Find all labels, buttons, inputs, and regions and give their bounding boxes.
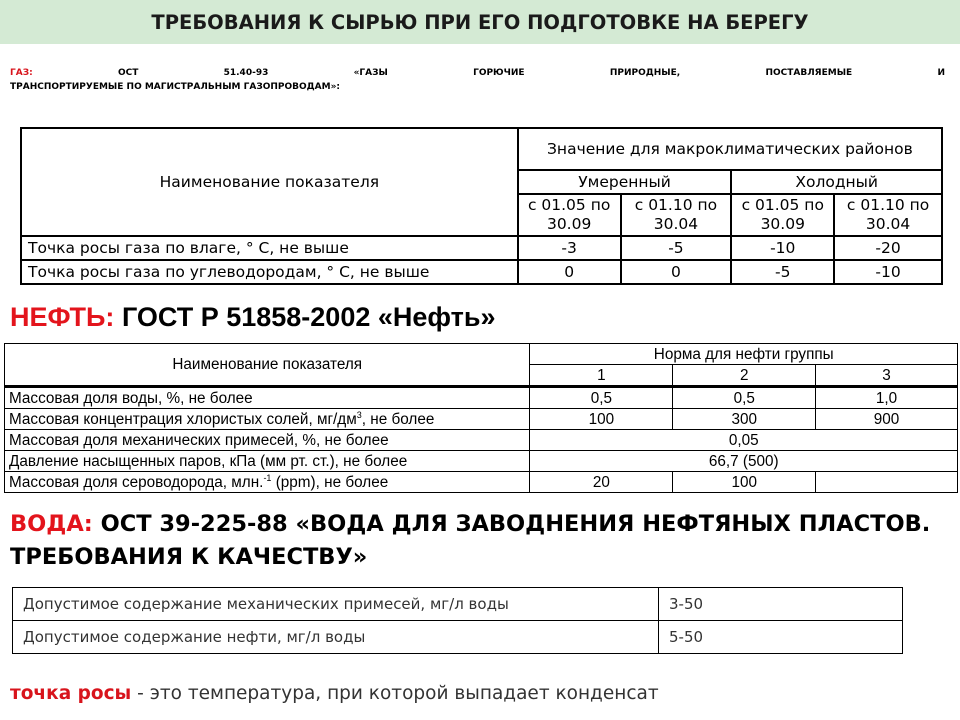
gas-cell: 0 (518, 260, 621, 284)
gas-header-value: Значение для макроклиматических районов (518, 128, 942, 170)
oil-cell: 0,05 (530, 430, 958, 451)
gas-standard-line (10, 66, 945, 94)
oil-row-water (5, 387, 958, 409)
oil-row-name: Давление насыщенных паров, кПа (мм рт. ст.), не более (5, 451, 530, 472)
water-row-value: 3-50 (659, 588, 903, 621)
oil-row-name: Массовая доля механических примесей, %, не более (5, 430, 530, 451)
oil-cell: 0,5 (673, 387, 816, 409)
gas-period: с 01.05 по 30.09 (731, 194, 834, 236)
gas-standard-row1 (10, 66, 945, 80)
gas-cell: -20 (834, 236, 942, 260)
dewpoint-footnote (10, 683, 659, 704)
gas-row-hydrocarbon-dewpoint (21, 260, 942, 284)
oil-cell (816, 472, 958, 493)
oil-cell: 100 (530, 409, 673, 430)
oil-cell: 1,0 (816, 387, 958, 409)
gas-requirements-table (20, 127, 943, 285)
oil-row-chlorides (5, 409, 958, 430)
gas-word: И (937, 68, 945, 78)
oil-group: 2 (673, 365, 816, 387)
gas-header-row (21, 128, 942, 170)
gas-cell: -3 (518, 236, 621, 260)
oil-group: 1 (530, 365, 673, 387)
oil-cell: 900 (816, 409, 958, 430)
oil-row-name: Массовая доля сероводорода, млн.$^{-1}$ (ppm), не более (5, 472, 530, 493)
oil-heading (10, 302, 496, 333)
oil-row-impurities (5, 430, 958, 451)
oil-header-name: Наименование показателя (5, 344, 530, 387)
water-row (13, 621, 903, 654)
oil-cell: 100 (673, 472, 816, 493)
oil-row-name: Массовая доля воды, %, не более (5, 387, 530, 409)
oil-row-h2s (5, 472, 958, 493)
oil-row-vapor-pressure (5, 451, 958, 472)
water-row-name: Допустимое содержание нефти, мг/л воды (13, 621, 659, 654)
slide-title-bar (0, 0, 960, 44)
gas-word: «ГАЗЫ (353, 68, 388, 78)
slide-title: ТРЕБОВАНИЯ К СЫРЬЮ ПРИ ЕГО ПОДГОТОВКЕ НА БЕРЕГУ (151, 10, 809, 34)
gas-row-name: Точка росы газа по влаге, ° С, не выше (21, 236, 518, 260)
gas-cell: -10 (731, 236, 834, 260)
water-row-name: Допустимое содержание механических примесей, мг/л воды (13, 588, 659, 621)
oil-cell: 300 (673, 409, 816, 430)
water-requirements-table (12, 587, 903, 654)
gas-period: с 01.05 по 30.09 (518, 194, 621, 236)
footnote-definition: - это температура, при которой выпадает конденсат (131, 683, 659, 704)
water-label: ВОДА: (10, 511, 93, 537)
oil-standard: ГОСТ Р 51858-2002 «Нефть» (121, 302, 496, 332)
oil-row-name: Массовая концентрация хлористых солей, $мг/дм^3$, не более (5, 409, 530, 430)
gas-word: ОСТ (117, 68, 139, 78)
gas-word: ГОРЮЧИЕ (473, 68, 525, 78)
footnote-term: точка росы (10, 683, 132, 704)
oil-cell: 0,5 (530, 387, 673, 409)
gas-word: ПОСТАВЛЯЕМЫЕ (765, 68, 853, 78)
gas-cell: 0 (621, 260, 732, 284)
water-row-value: 5-50 (659, 621, 903, 654)
water-heading (10, 508, 940, 574)
gas-standard-row2: ТРАНСПОРТИРУЕМЫЕ ПО МАГИСТРАЛЬНЫМ ГАЗОПРОВОДАМ»: (10, 82, 341, 92)
gas-cell: -5 (621, 236, 732, 260)
gas-word: 51.40-93 (223, 68, 269, 78)
water-row (13, 588, 903, 621)
gas-row-name: Точка росы газа по углеводородам, ° С, не выше (21, 260, 518, 284)
gas-zone-temperate: Умеренный (518, 170, 732, 194)
gas-row-moisture-dewpoint (21, 236, 942, 260)
oil-cell: 20 (530, 472, 673, 493)
oil-label: НЕФТЬ: (10, 302, 115, 332)
oil-cell: 66,7 (500) (530, 451, 958, 472)
gas-cell: -10 (834, 260, 942, 284)
gas-header-name: Наименование показателя (21, 128, 518, 236)
gas-word: ПРИРОДНЫЕ, (609, 68, 681, 78)
oil-header-norm: Норма для нефти группы (530, 344, 958, 365)
oil-group: 3 (816, 365, 958, 387)
oil-header-row (5, 344, 958, 365)
gas-label: ГАЗ: (10, 68, 33, 78)
gas-cell: -5 (731, 260, 834, 284)
water-standard: ОСТ 39-225-88 «ВОДА ДЛЯ ЗАВОДНЕНИЯ НЕФТЯНЫХ ПЛАСТОВ. ТРЕБОВАНИЯ К КАЧЕСТВУ» (10, 511, 931, 570)
oil-requirements-table (4, 343, 958, 493)
gas-zone-cold: Холодный (731, 170, 942, 194)
gas-period: с 01.10 по 30.04 (621, 194, 732, 236)
gas-period: с 01.10 по 30.04 (834, 194, 942, 236)
